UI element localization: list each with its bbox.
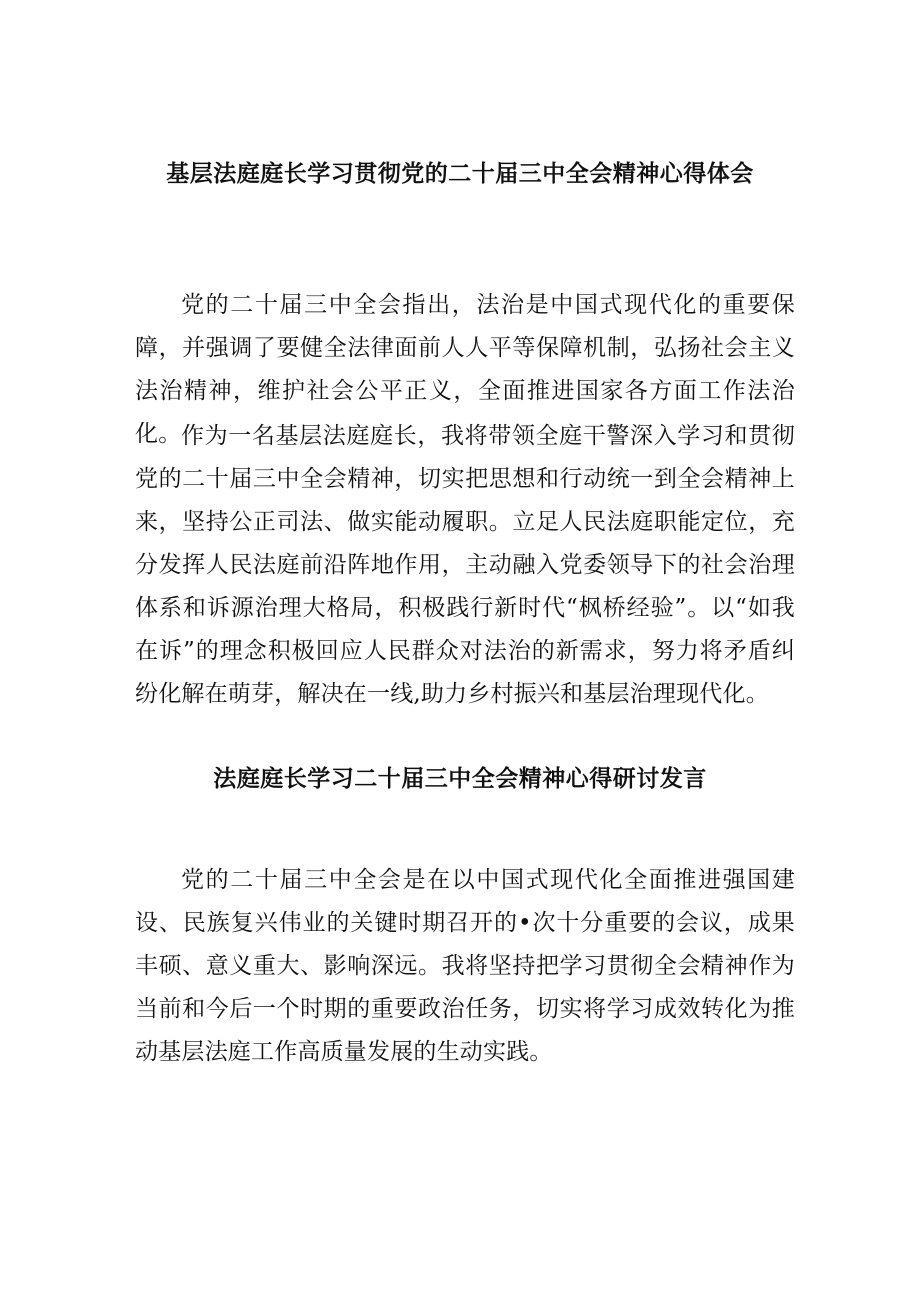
section-2-paragraph-1: 党的二十届三中全会是在以中国式现代化全面推进强国建设、民族复兴伟业的关键时期召开的•次十分重要的会议，成果丰硕、意义重大、影响深远。我将坚持把学习贯彻全会精神作为当前和今后一个时期的重要政治任务，切实将学习成效转化为推动基层法庭工作高质量发展的生动实践。 bbox=[135, 867, 795, 1065]
section-1-title: 基层法庭庭长学习贯彻党的二十届三中全会精神心得体会 bbox=[166, 161, 754, 187]
section-1-paragraph-2: 作为一名基层法庭庭长，我将带领全庭干警深入学习和贯彻党的二十届三中全会精神，切实把思想和行动统一到全会精神上来，坚持公正司法、做实能动履职。立足人民法庭职能定位，充分发挥人民法庭前沿阵地作用，主动融入党委领导下的社会治理体系和诉源治理大格局，积极践行新时代“枫桥经验”。以“如我在诉”的理念积极回应人民群众对法治的新需求，努力将矛盾纠纷化解在萌芽，解决在一线,助力乡村振兴和基层治理现代化。 bbox=[135, 423, 795, 707]
section-2-title: 法庭庭长学习二十届三中全会精神心得研讨发言 bbox=[213, 766, 707, 792]
section-1-paragraph-1: 党的二十届三中全会指出，法治是中国式现代化的重要保障，并强调了要健全法律面前人人平等保障机制，弘扬社会主义法治精神，维护社会公平正义，全面推进国家各方面工作法治化。 bbox=[135, 292, 795, 447]
